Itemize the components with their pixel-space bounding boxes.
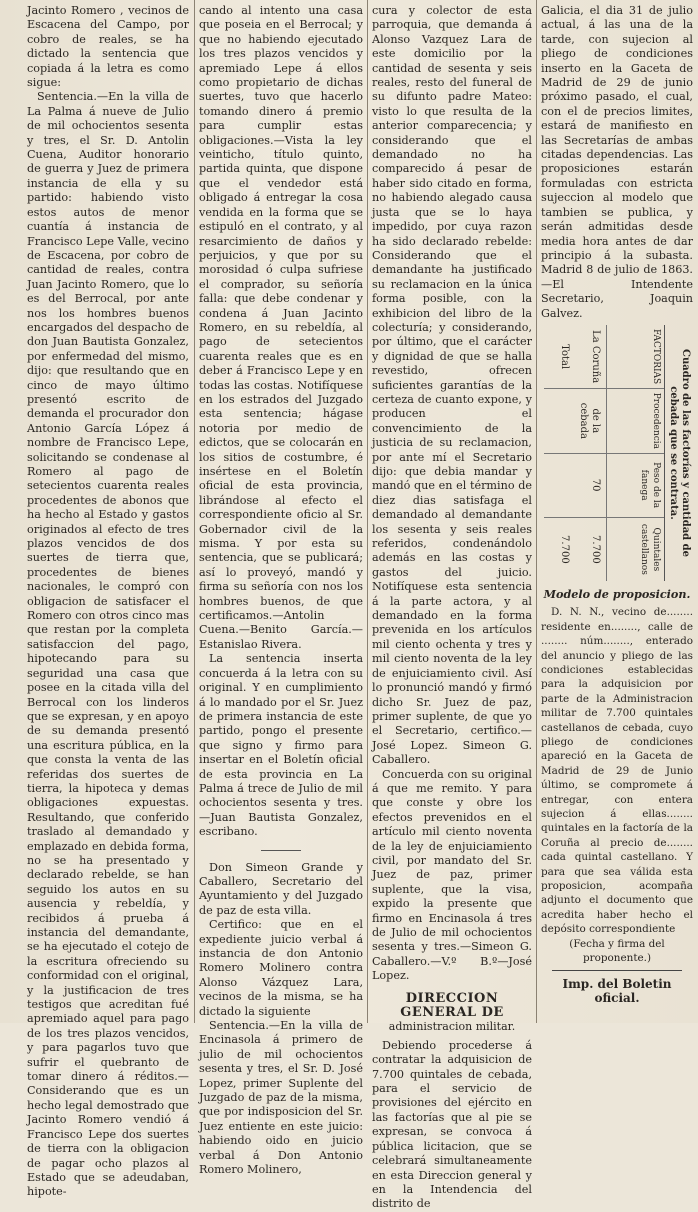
- sentencia-continuation: cando al intento una casa que poseia en el Berrocal; y que no habiendo ejecutado los tres plazos vencidos y apremiado Lepe á ellos como propietario de dichas suertes, tuvo que hacerlo tomando dinero á premio para cumplir estas obligaciones.—Vista la ley veinticho, título quinto, partida quinta, que dispone que el vendedor está obligado á entregar la cosa vendida en la forma que se estipuló en el contrato, y al resarcimiento de daños y perjuicios, y que por su morosidad ó culpa sufriese el comprador, su señoría falla: que debe condenar y condena á Juan Jacinto Romero, en su rebeldía, al pago de setecientos cuarenta reales que es en deber á Francisco Lepe y en todas las costas. Notifíquese en los estrados del Juzgado esta sentencia; hágase notoria por medio de edictos, que se colocarán en los sitios de costumbre, é insértese en el Boletín oficial de esta provincia, librándose al efecto el correspondiente oficio al Sr. Gobernador civil de la misma. Y por esta su sentencia, que se publicará; así lo proveyó, mandó y firma su señoría con nos los hombres buenos, de que certificamos.—Antolin Cuena.—Benito García.—Estanislao Rivera.: [199, 4, 363, 651]
- modelo-title: Modelo de proposicion.: [543, 586, 691, 601]
- direccion-subheading: administracion militar.: [388, 1020, 516, 1034]
- table-column: [544, 325, 664, 389]
- secretary-intro: Don Simeon Grande y Caballero, Secretario del Ayuntamiento y del Juzgado de paz de esta villa.: [199, 860, 363, 917]
- sentencia-text: Sentencia.—En la villa de La Palma á nueve de Julio de mil ochocientos sesenta y tres, el Sr. D. Antolin Cuena, Auditor honorario de guerra y Juez de primera instancia de ella y su partido: habiendo visto estos autos de menor cuantía á instancia de Francisco Lepe Valle, vecino de Escacena, por cobro de cantidad de reales, contra Juan Jacinto Romero, que lo es del Berrocal, por ante nos los hombres buenos encargados del despacho de don Juan Bautista Gonzalez, por enfermedad del mismo, dijo: que resultando que en cinco de mayo último presentó escrito de demanda el procurador don Antonio García López á nombre de Francisco Lepe, solicitando se condenase al Romero al pago de setecientos cuarenta reales procedentes de abonos que ha hecho al Estado y gastos originados al efecto de tres plazos vencidos de dos suertes de tierra que, procedentes de bienes nacionales, le compró con obligacion de satisfacer el Romero con otros cinco mas que restan por la completa satisfaccion del pago, hipotecando para su seguridad una casa que posee en la citada villa del Berrocal con los linderos que se expresan, y en apoyo de su demanda presentó una escritura pública, en la que consta la venta de las referidas dos suertes de tierra, la hipoteca y demas obligaciones expuestas. Resultando, que conferido traslado al demandado y emplazado en debida forma, no se ha presentado y declarado rebelde, se han seguido los autos en su ausencia y rebeldía, y recibidos á prueba á instancia del demandante, se ha ejecutado el cotejo de la escritura ofreciendo su conformidad con el original, y la justificacion de tres testigos que acreditan fué apremiado aquel para pago de los tres plazos vencidos, y para pagarlos tuvo que sufrir el quebranto de tomar dinero á réditos.—Considerando que es un hecho legal demostrado que Jacinto Romero vendió á Francisco Lepe dos suertes de tierra con la obligacion de pagar ocho plazos al Estado que se adeudaban, hipote-: [27, 90, 189, 1199]
- column-3: [372, 4, 532, 1211]
- table-cell: Total: [559, 344, 570, 370]
- table-cell: 70: [590, 478, 601, 492]
- table-cell: [544, 389, 575, 452]
- direccion-heading: DIRECCION GENERAL DE: [400, 990, 504, 1021]
- factorias-table-wrap: [541, 325, 693, 581]
- certification-text: Certifico: que en el expediente juicio verbal á instancia de don Antonio Romero Molinero contra Alonso Vázquez Lara, vecinos de la misma, se ha dictado la siguiente: [199, 918, 363, 1018]
- column-rule: [194, 0, 195, 1023]
- table-title: Cuadro de las factorías y cantidad de cebada que se contrata.: [664, 325, 693, 581]
- modelo-body: D. N. N., vecino de........ residente en........, calle de ........ núm........, enterado del anuncio y pliego de las condiciones establecidas para la adquisicion por parte de la Administracion militar de 7.700 quintales castellanos de cebada, cuyo pliego de condiciones apareció en la Gaceta de Madrid de 29 de Junio último, se compromete á entregar, con entera sujecion á ellas........ quintales en la factoría de la Coruña al precio de........ cada quintal castellano. Y para que sea válida esta proposicion, acompaña adjunto el documento que acredita haber hecho el depósito correspondiente: [541, 606, 693, 936]
- table-header: Procedencia: [606, 389, 664, 452]
- modelo-closing: (Fecha y firma del proponente.): [569, 937, 665, 965]
- table-header: Quintales castellanos: [606, 518, 664, 581]
- footer-rule: [552, 970, 682, 971]
- table-cell: La Coruña: [590, 330, 601, 384]
- table-column: [544, 453, 664, 517]
- table-cell: [544, 453, 575, 516]
- table-header: Peso de la fanega: [606, 453, 664, 516]
- factorias-table: [541, 325, 693, 581]
- direccion-body: Debiendo procederse á contratar la adquisicion de 7.700 quintales de cebada, para el servicio de provisiones del ejército en las factorías que al pie se expresan, se convoca á pública licitacion, que se celebrará simultaneamente en esta Direccion general y en la Intendencia del distrito de: [372, 1038, 532, 1211]
- column-1: [27, 4, 189, 1199]
- table-header: FACTORIAS: [606, 325, 664, 388]
- column-rule: [367, 0, 368, 1023]
- imprint: Imp. del Boletin oficial.: [562, 976, 672, 1005]
- column-2: [199, 4, 363, 1177]
- subasta-notice: Galicia, el dia 31 de julio actual, á las una de la tarde, con sujecion al pliego de condiciones inserto en la Gaceta de Madrid de 29 de junio próximo pasado, el cual, con el de precios limites, estará de manifiesto en las Secretarías de ambas citadas dependencias. Las proposiciones estarán formuladas con estricta sujeccion al modelo que tambien se publica, y serán admitidas desde media hora antes de dar principio á la subasta. Madrid 8 de julio de 1863.—El Intendente Secretario, Joaquin Galvez.: [541, 4, 693, 320]
- concordance-encinasola: Concuerda con su original á que me remito. Y para que conste y obre los efectos prevenidos en el artículo mil ciento noventa de la ley de enjuiciamiento civil, por mandato del Sr. Juez de paz, primer suplente, que la visa, expido la presente que firmo en Encinasola á tres de Julio de mil ochocientos sesenta y tres.—Simeon G. Caballero.—V.º B.º—José Lopez.: [372, 767, 532, 983]
- table-column: [544, 518, 664, 581]
- column-4: [541, 4, 693, 1019]
- concordance-text: La sentencia inserta concuerda á la letra con su original. Y en cumplimiento á lo mandado por el Sr. Juez de primera instancia de este partido, pongo el presente que signo y firmo para insertar en el Boletín oficial de esta provincia en La Palma á trece de Julio de mil ochocientos sesenta y tres.—Juan Bautista Gonzalez, escribano.: [199, 652, 363, 839]
- sentencia-encinasola-continuation: cura y colector de esta parroquia, que demanda á Alonso Vazquez Lara de este domicilio por la cantidad de sesenta y seis reales, resto del funeral de su difunto padre Mateo: visto lo que resulta de la anterior comparecencia; y considerando que el demandado no ha comparecido á pesar de haber sido citado en forma, no habiendo alegado causa justa que se lo haya impedido, por cuya razon ha sido declarado rebelde: Considerando que el demandante ha justificado su reclamacion en la única forma posible, con la exhibicion del libro de la colecturía; y considerando, por último, que el carácter y dignidad de que se halla revestido, ofrecen suficientes garantías de la certeza de cuanto expone, y producen el convencimiento de la justicia de su reclamacion, por ante mí el Secretario dijo: que debia mandar y mandó que en el término de diez dias satisfaga el demandado al demandante los sesenta y seis reales referidos, condenándolo además en las costas y gastos del juicio. Notifíquese esta sentencia á la parte actora, y al demandado en la forma prevenida en los artículos mil ciento ochenta y tres y mil ciento noventa de la ley de enjuiciamiento civil. Así lo pronunció mandó y firmó dicho Sr. Juez de paz, primer suplente, de que yo el Secretario, certifico.—José Lopez. Simeon G. Caballero.: [372, 4, 532, 767]
- table-cell: 7.700: [559, 534, 570, 564]
- sentencia-encinasola: Sentencia.—En la villa de Encinasola á primero de julio de mil ochocientos sesenta y tres, el Sr. D. José Lopez, primer Suplente del Juzgado de paz de la misma, que por indisposicion del Sr. Juez entiente en este juicio: habiendo oido en juicio verbal á Don Antonio Romero Molinero,: [199, 1019, 363, 1177]
- table-column: [544, 389, 664, 453]
- table-cell: de la cebada: [578, 402, 601, 439]
- separator: [261, 850, 301, 851]
- column-rule: [536, 0, 537, 1023]
- table-cell: 7.700: [590, 534, 601, 564]
- article-intro: Jacinto Romero , vecinos de Escacena del Campo, por cobro de reales, se ha dictado la sentencia que copiada á la letra es como sigue:: [27, 4, 189, 90]
